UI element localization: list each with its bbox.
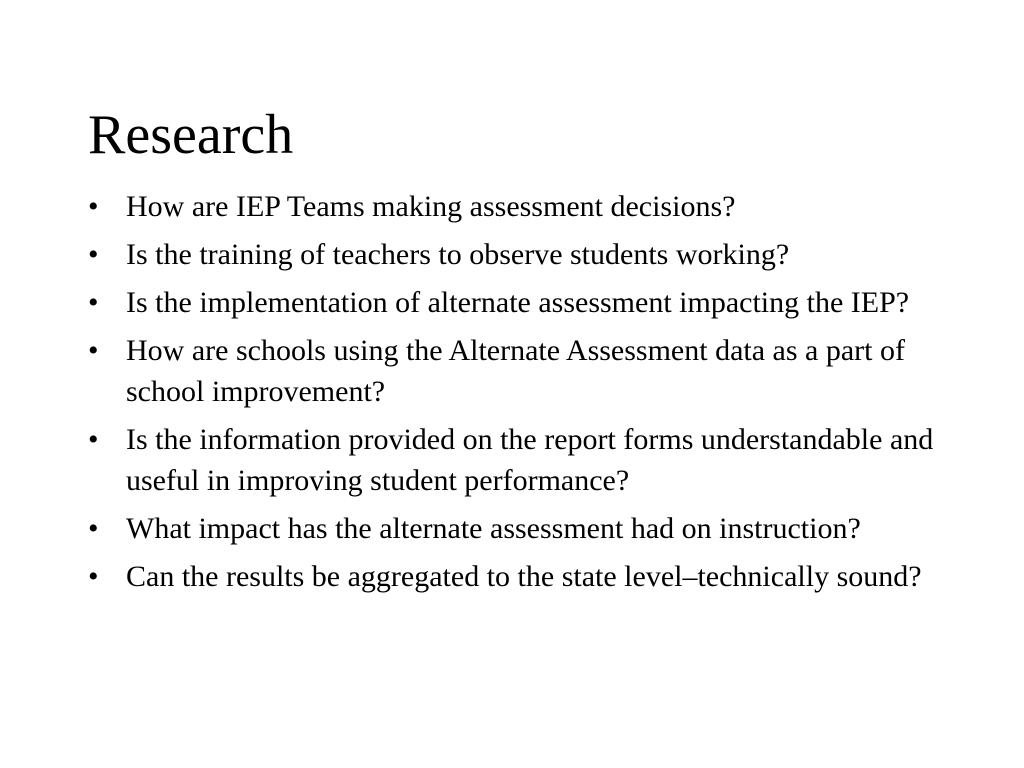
- bullet-text: How are IEP Teams making assessment decisions?: [126, 190, 736, 223]
- bullet-item: [88, 282, 938, 323]
- bullet-text: How are schools using the Alternate Assessment data as a part of school improvement?: [126, 334, 905, 408]
- bullet-item: [88, 330, 938, 412]
- bullet-marker: •: [88, 512, 99, 545]
- bullet-marker: •: [88, 238, 99, 271]
- bullet-text: Is the information provided on the report forms understandable and useful in improving student performance?: [126, 423, 934, 497]
- bullet-marker: •: [88, 334, 99, 367]
- bullet-marker: •: [88, 286, 99, 319]
- bullet-list: [88, 186, 938, 604]
- bullet-marker: •: [88, 560, 99, 593]
- bullet-marker: •: [88, 423, 99, 456]
- bullet-item: [88, 186, 938, 227]
- bullet-item: [88, 508, 938, 549]
- bullet-text: Is the implementation of alternate assessment impacting the IEP?: [126, 286, 910, 319]
- slide-title: Research: [88, 104, 294, 166]
- bullet-text: What impact has the alternate assessment had on instruction?: [126, 512, 861, 545]
- bullet-marker: •: [88, 190, 99, 223]
- bullet-text: Can the results be aggregated to the state level–technically sound?: [126, 560, 922, 593]
- bullet-item: [88, 234, 938, 275]
- bullet-text: Is the training of teachers to observe students working?: [126, 238, 790, 271]
- bullet-item: [88, 556, 938, 597]
- bullet-item: [88, 419, 938, 501]
